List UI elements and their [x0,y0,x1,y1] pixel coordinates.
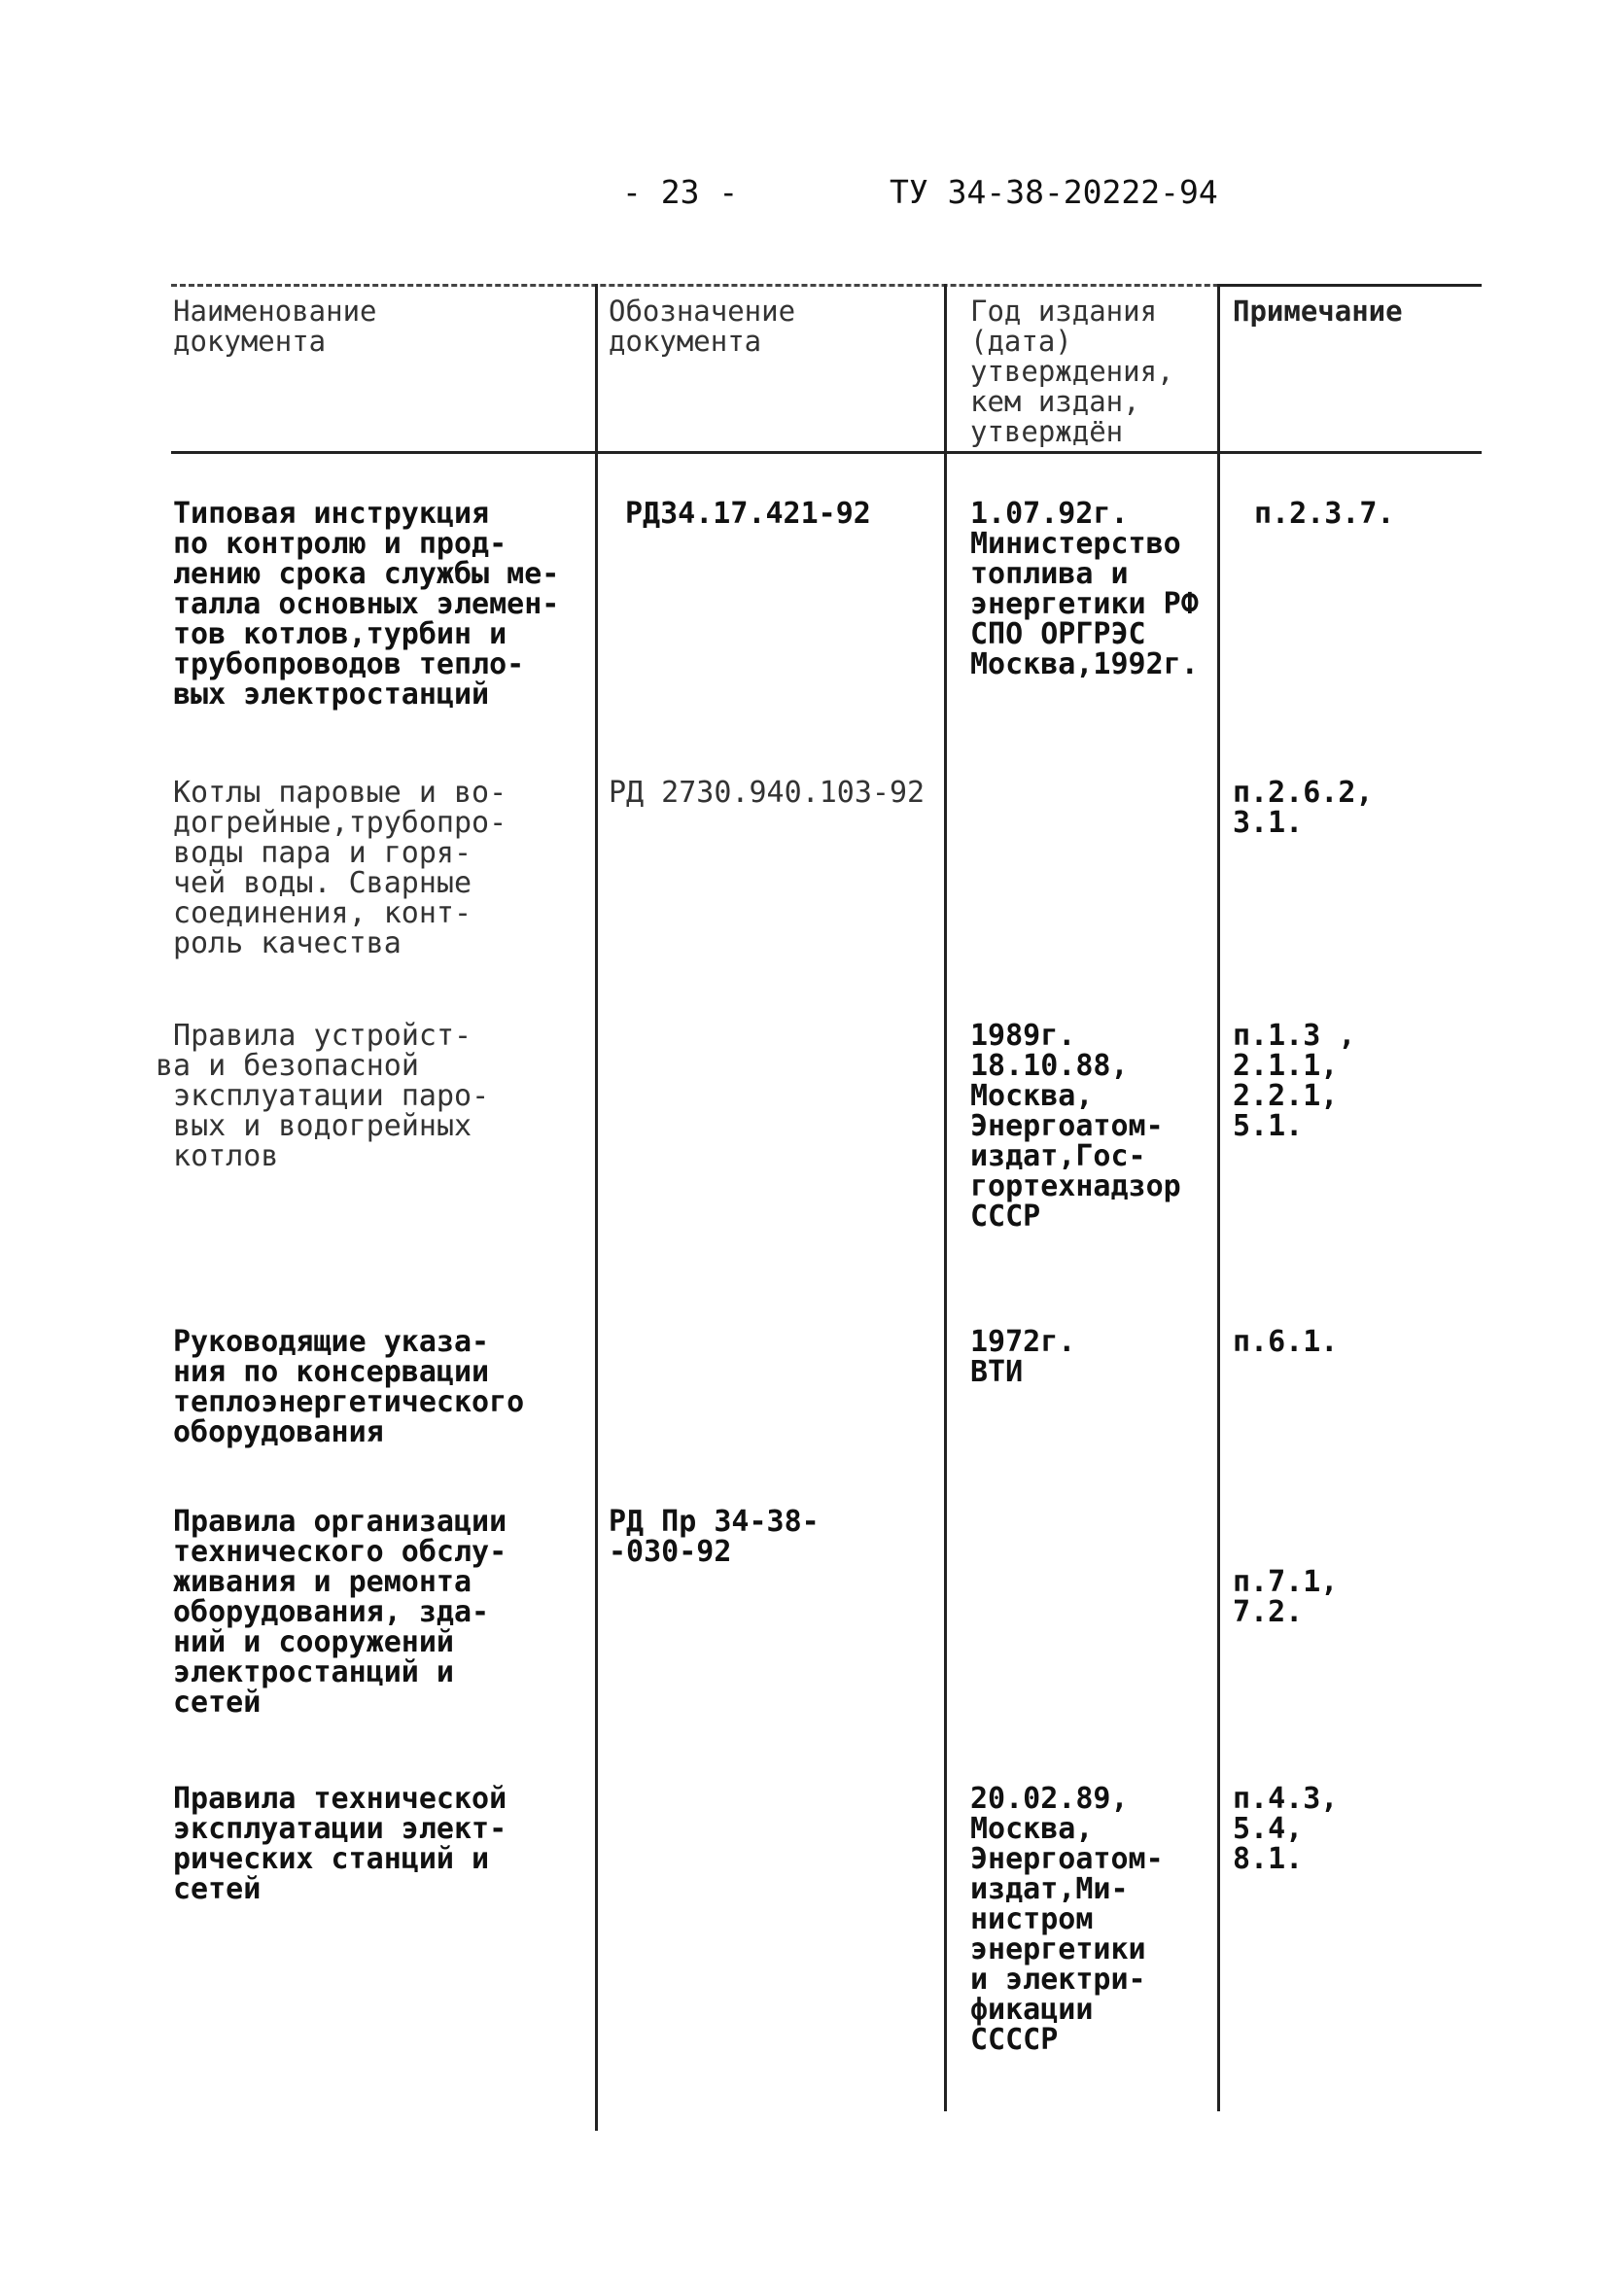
table-row-5-note: п.7.1, 7.2. [1233,1565,1339,1629]
column-header-note: Примечание [1233,295,1403,328]
table-row-3-name: Правила устройст- ва и безопасной эксплуатации паро- вых и водогрейных котлов [156,1019,490,1173]
table-row-2-note: п.2.6.2, 3.1. [1233,776,1374,840]
table-row-1-name: Типовая инструкция по контролю и прод- лению срока службы ме- талла основных элемен- тов котлов,турбин и трубопроводов тепло- вых электростанций [173,497,560,712]
table-row-4-name: Руководящие указа- ния по консервации теплоэнергетического оборудования [173,1325,525,1449]
table-row-2-designation: РД 2730.940.103-92 [609,776,926,810]
table-row-1-note: п.2.3.7. [1254,497,1395,531]
column-header-designation: Обозначение документа [609,295,796,358]
column-header-name: Наименование документа [173,295,377,358]
table-row-2-name: Котлы паровые и во- догрейные,трубопро- воды пара и горя- чей воды. Сварные соединения, конт- роль качества [173,776,507,960]
column-divider-1 [595,284,598,2131]
page-number: - 23 - [622,173,739,211]
column-divider-3 [1217,284,1220,2111]
table-header-rule [171,451,1482,454]
document-code: ТУ 34-38-20222-94 [890,173,1218,211]
table-row-1-year: 1.07.92г. Министерство топлива и энергетики РФ СПО ОРГРЭС Москва,1992г. [970,497,1199,681]
table-row-5-name: Правила организации технического обслу- живания и ремонта оборудования, зда- ний и сооружений электростанций и сетей [173,1505,507,1720]
table-row-4-year: 1972г. ВТИ [970,1325,1076,1389]
column-header-year: Год издания (дата) утверждения, кем издан, утверждён [970,295,1174,448]
table-row-3-year: 1989г. 18.10.88, Москва, Энергоатом- издат,Гос- гортехнадзор СССР [970,1019,1181,1234]
table-row-5-designation: РД Пр 34-38- -030-92 [609,1505,820,1569]
table-row-4-note: п.6.1. [1233,1325,1339,1359]
table-row-6-name: Правила технической эксплуатации элект- рических станций и сетей [173,1782,507,1906]
table-row-3-note: п.1.3 , 2.1.1, 2.2.1, 5.1. [1233,1019,1356,1143]
table-top-rule-right [1217,284,1482,287]
table-row-1-designation: РД34.17.421-92 [625,497,871,531]
table-row-6-year: 20.02.89, Москва, Энергоатом- издат,Ми- нистром энергетики и электри- фикации ССССР [970,1782,1164,2057]
column-divider-2 [944,284,947,2111]
table-row-6-note: п.4.3, 5.4, 8.1. [1233,1782,1339,1876]
